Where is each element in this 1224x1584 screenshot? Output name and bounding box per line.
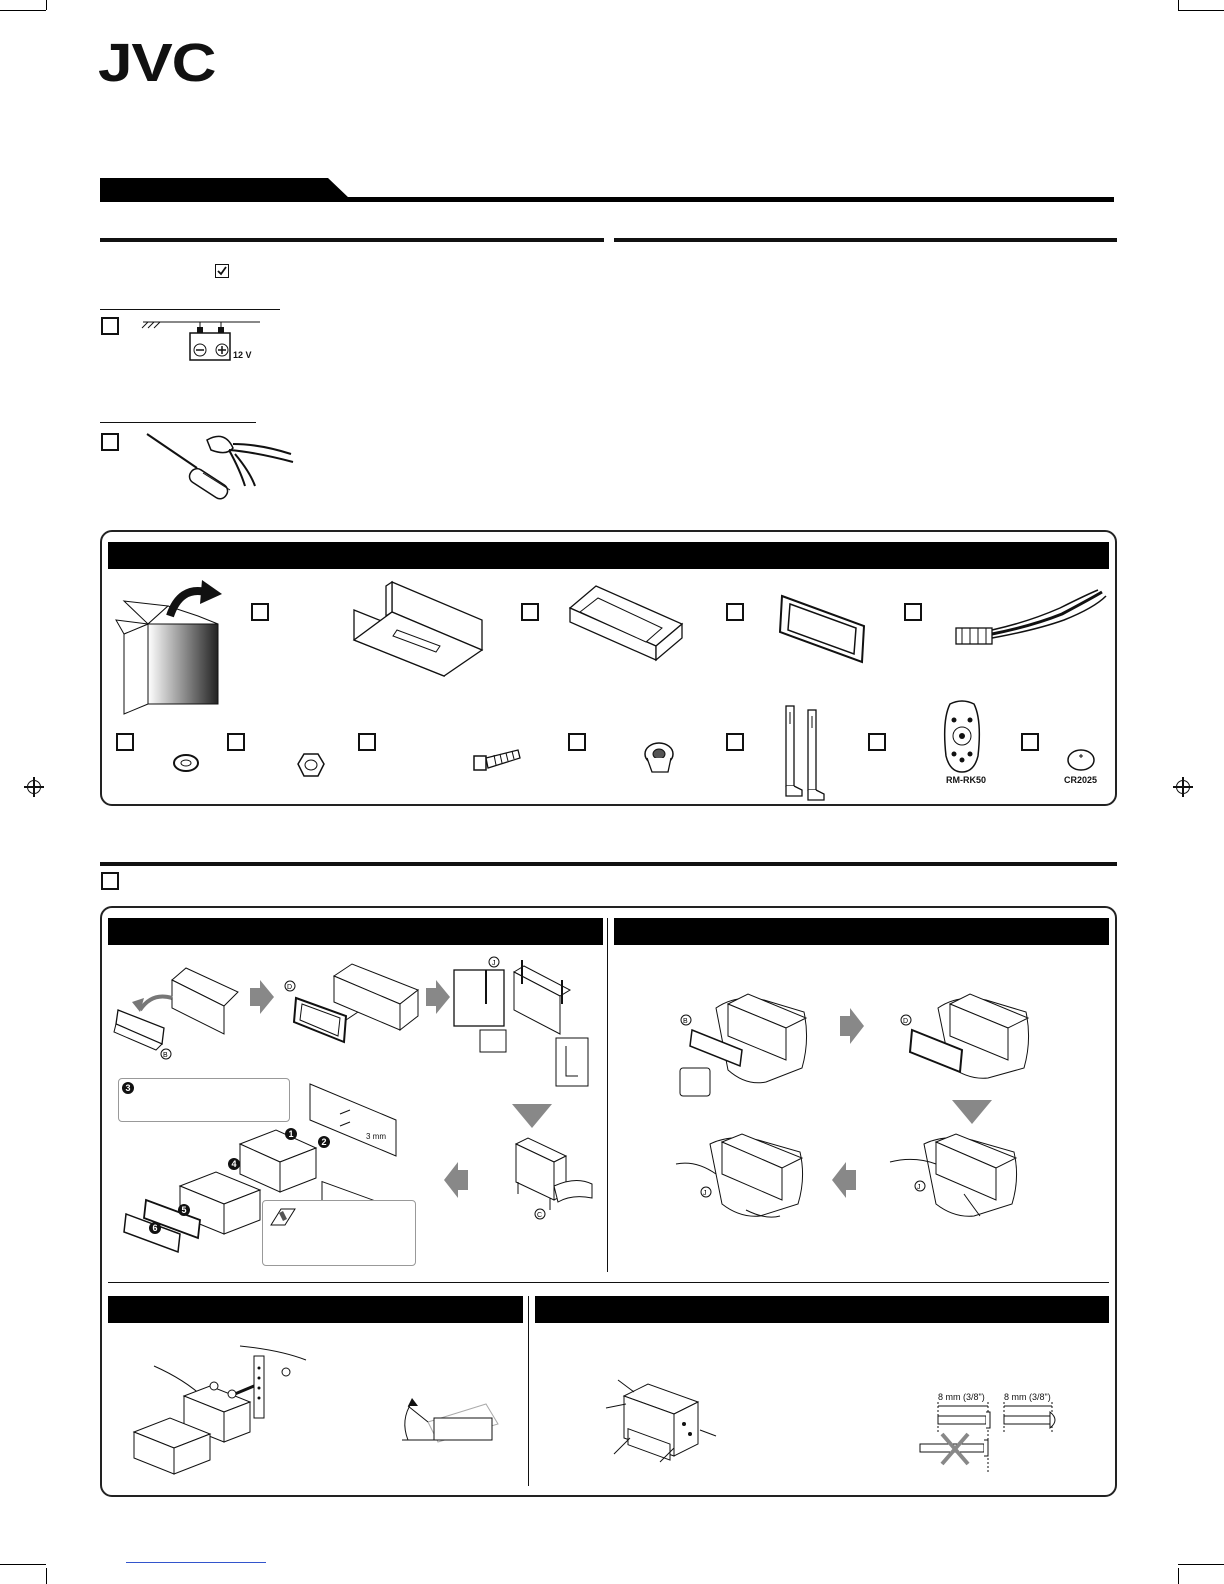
- svg-text:B: B: [683, 1018, 688, 1025]
- row-divider: [108, 1282, 1109, 1283]
- right-column-rule: [614, 238, 1117, 242]
- tools-section-rule: [100, 422, 256, 423]
- battery-checkbox[interactable]: [101, 317, 119, 335]
- battery-model-label: CR2025: [1064, 775, 1098, 785]
- remote-model-label: RM-RK50: [946, 775, 987, 785]
- part-b-letter: B: [163, 1052, 168, 1059]
- svg-text:D: D: [287, 984, 293, 991]
- checkmark-icon: [215, 264, 229, 278]
- installation-checkbox[interactable]: [101, 872, 119, 890]
- sleeve-keys-illustration: [452, 954, 592, 1088]
- screw-length-left-label: 8 mm (3/8"): [938, 1392, 985, 1402]
- part-f-checkbox[interactable]: [227, 733, 245, 751]
- registration-mark: [1176, 780, 1190, 794]
- step-1-number: 1: [285, 1128, 297, 1140]
- step-6-number: 6: [149, 1222, 161, 1234]
- in-dash-header-band: [108, 918, 603, 945]
- faceplate-case-icon: [352, 580, 488, 680]
- crop-mark: [0, 1564, 46, 1565]
- part-d-checkbox[interactable]: [904, 603, 922, 621]
- mounting-sleeve-icon: [566, 584, 686, 662]
- crop-mark: [1178, 1564, 1224, 1565]
- screw-length-diagram: [918, 1402, 1068, 1472]
- svg-text:J: J: [492, 960, 496, 967]
- crop-mark: [0, 10, 46, 11]
- coin-battery-icon: [1066, 748, 1096, 772]
- step-arrow-down: [512, 1104, 552, 1128]
- svg-text:J: J: [703, 1190, 707, 1197]
- step-arrow-down: [952, 1100, 992, 1124]
- rear-bracket-illustration: [130, 1346, 320, 1476]
- remote-control-icon: [940, 700, 984, 776]
- note-callout: [262, 1200, 416, 1266]
- part-a-checkbox[interactable]: [251, 603, 269, 621]
- title-bar: [100, 178, 1114, 204]
- battery-voltage-label: 12 V: [233, 350, 252, 360]
- hex-nut-icon: [296, 752, 326, 780]
- crop-mark: [46, 0, 47, 10]
- part-e-checkbox[interactable]: [116, 733, 134, 751]
- wiring-harness-icon: [952, 586, 1110, 656]
- svg-text:C: C: [537, 1212, 543, 1219]
- crop-mark: [1178, 10, 1224, 11]
- removal-step3-illustration: [890, 1134, 1030, 1222]
- detach-faceplate-illustration: [112, 962, 242, 1060]
- svg-text:J: J: [917, 1184, 921, 1191]
- mounting-bolt-icon: [472, 748, 522, 774]
- step-arrow-left: [832, 1162, 856, 1198]
- lower-divider: [528, 1296, 529, 1486]
- bracket-dim-label: 3 mm: [366, 1132, 386, 1141]
- removal-step2-illustration: [900, 990, 1036, 1080]
- registration-mark: [27, 780, 41, 794]
- jvc-logo: JVC: [98, 33, 216, 93]
- bend-tabs-illustration: [506, 1136, 596, 1222]
- removal-header-band: [614, 918, 1109, 945]
- step-4-number: 4: [228, 1158, 240, 1170]
- part-i-checkbox[interactable]: [726, 733, 744, 751]
- step-5-number: 5: [178, 1204, 190, 1216]
- unit-side-screws-illustration: [604, 1378, 724, 1464]
- package-box-icon: [108, 576, 233, 716]
- remove-trim-illustration: [282, 962, 422, 1048]
- battery-section-rule: [100, 309, 280, 310]
- removal-step1-illustration: [676, 990, 812, 1102]
- part-g-checkbox[interactable]: [358, 733, 376, 751]
- removal-keys-icon: [780, 704, 828, 802]
- removal-step4-illustration: [676, 1134, 816, 1222]
- washer-icon: [172, 752, 200, 774]
- screws-header-band: [535, 1296, 1109, 1323]
- part-k-checkbox[interactable]: [1021, 733, 1039, 751]
- step-arrow-left: [444, 1162, 468, 1198]
- part-b-checkbox[interactable]: [521, 603, 539, 621]
- part-h-checkbox[interactable]: [568, 733, 586, 751]
- crop-mark: [1178, 1568, 1179, 1584]
- mounting-angle-illustration: [398, 1396, 502, 1446]
- parts-list-header-band: [108, 542, 1109, 569]
- step-arrow-right: [424, 980, 450, 1014]
- bracket-header-band: [108, 1296, 523, 1323]
- step-arrow-right: [248, 980, 274, 1014]
- step3-number: 3: [122, 1082, 134, 1094]
- installation-rule: [100, 862, 1117, 866]
- part-c-checkbox[interactable]: [726, 603, 744, 621]
- crop-mark: [46, 1568, 47, 1584]
- tools-checkbox[interactable]: [101, 433, 119, 451]
- rubber-cushion-icon: [642, 740, 676, 776]
- screwdriver-pliers-icon: [145, 430, 295, 492]
- svg-text:D: D: [903, 1018, 909, 1025]
- left-column-rule: [100, 238, 604, 242]
- step-arrow-right: [840, 1008, 864, 1044]
- bend-tab-icon: [269, 1207, 297, 1229]
- step-2-number: 2: [318, 1136, 330, 1148]
- screw-length-right-label: 8 mm (3/8"): [1004, 1392, 1051, 1402]
- part-j-checkbox[interactable]: [868, 733, 886, 751]
- crop-mark: [1178, 0, 1179, 10]
- footer-link-underline: [126, 1562, 266, 1563]
- column-divider: [607, 918, 608, 1272]
- trim-plate-icon: [776, 590, 868, 666]
